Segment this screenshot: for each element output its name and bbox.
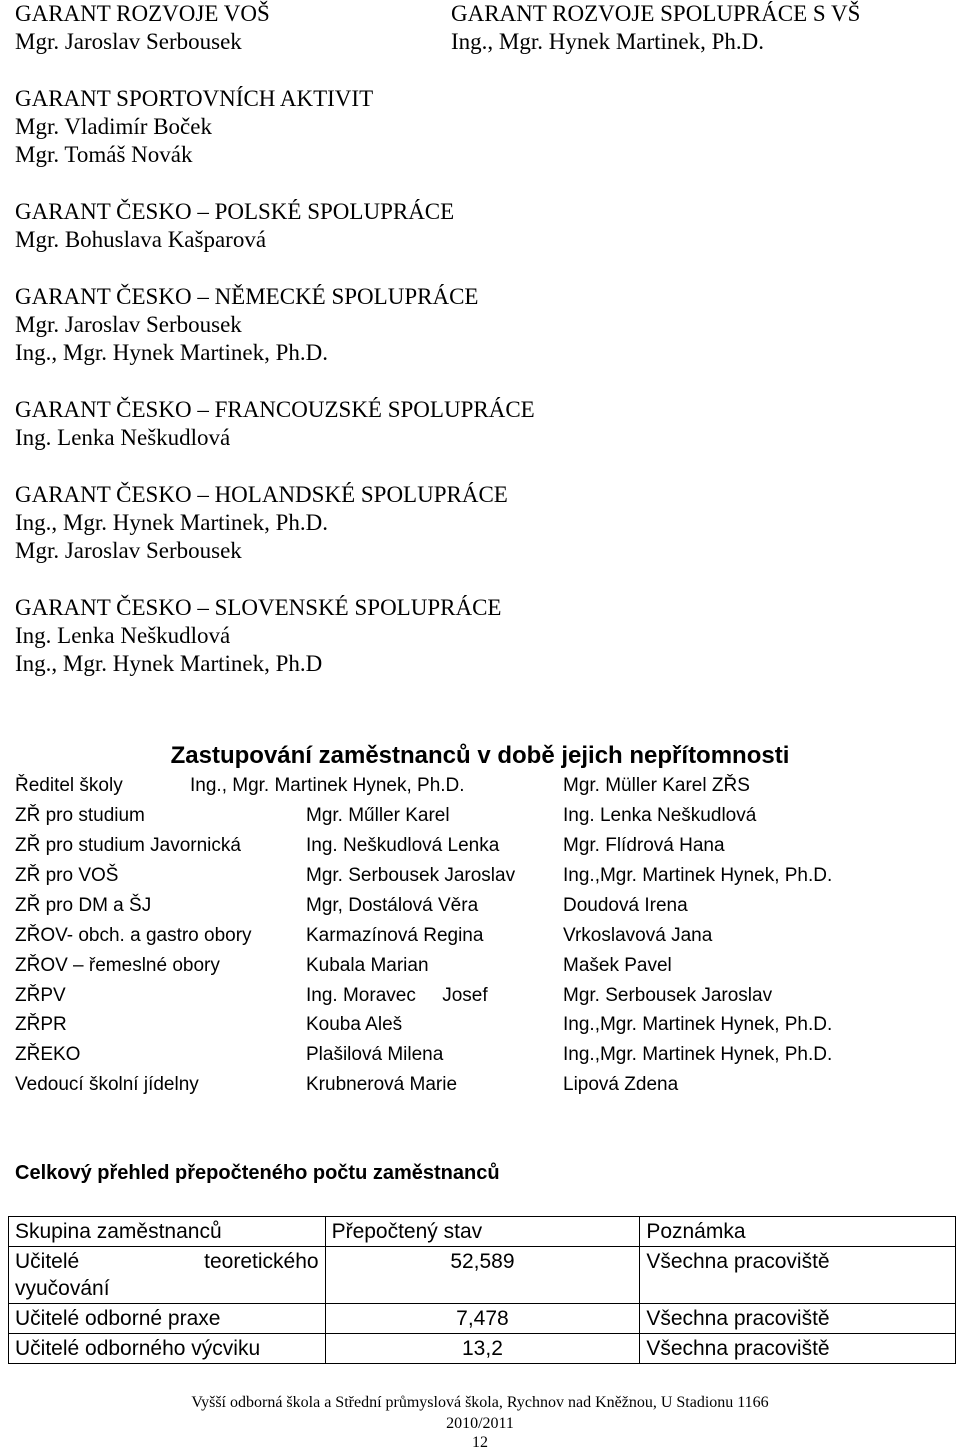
group-cell: Učitelé odborného výcviku	[9, 1334, 326, 1364]
footer-school: Vyšší odborná škola a Střední průmyslová škola, Rychnov nad Kněžnou, U Stadionu 1166	[191, 1394, 769, 1411]
guarantor-title: GARANT ROZVOJE VOŠ	[15, 1, 270, 26]
group-cell-first-line	[15, 1248, 319, 1275]
guarantor-person: Mgr. Bohuslava Kašparová	[15, 227, 267, 252]
guarantor-person: Mgr. Vladimír Boček	[15, 114, 212, 139]
deputy-primary: Ing., Mgr. Martinek Hynek, Ph.D.	[190, 775, 465, 796]
column-header: Přepočtený stav	[325, 1217, 640, 1247]
deputy-secondary: Lipová Zdena	[563, 1074, 679, 1095]
list-item	[0, 891, 960, 921]
substitution-title: Zastupování zaměstnanců v době jejich nepřítomnosti	[170, 742, 790, 769]
deputy-secondary: Doudová Irena	[563, 895, 688, 916]
position-label: Ředitel školy	[15, 775, 123, 796]
deputy-secondary: Ing.,Mgr. Martinek Hynek, Ph.D.	[563, 865, 833, 886]
deputy-secondary: Ing.,Mgr. Martinek Hynek, Ph.D.	[563, 1044, 833, 1065]
guarantor-person: Ing., Mgr. Hynek Martinek, Ph.D	[15, 651, 323, 676]
guarantor-french	[15, 396, 535, 452]
deputy-primary: Karmazínová Regina	[306, 925, 484, 946]
deputy-secondary: Mgr. Serbousek Jaroslav	[563, 985, 773, 1006]
list-item	[0, 951, 960, 981]
deputy-primary: Mgr, Dostálová Věra	[306, 895, 479, 916]
table-header-row	[9, 1217, 956, 1247]
position-label: Vedoucí školní jídelny	[15, 1074, 199, 1095]
guarantor-title: GARANT ROZVOJE SPOLUPRÁCE S VŠ	[451, 1, 861, 26]
value-cell: 52,589	[325, 1247, 640, 1304]
table-row	[9, 1247, 956, 1304]
guarantor-title: GARANT ČESKO – FRANCOUZSKÉ SPOLUPRÁCE	[15, 397, 535, 422]
deputy-secondary: Mgr. Flídrová Hana	[563, 835, 725, 856]
guarantor-sport	[15, 85, 373, 169]
group-word: vyučování	[15, 1277, 110, 1300]
footer-year: 2010/2011	[446, 1415, 514, 1432]
page-number: 12	[472, 1434, 488, 1451]
guarantor-person: Ing. Lenka Neškudlová	[15, 623, 231, 648]
guarantor-dutch	[15, 481, 508, 565]
staff-overview-table	[8, 1216, 956, 1364]
guarantor-title: GARANT SPORTOVNÍCH AKTIVIT	[15, 86, 374, 111]
group-word: teoretického	[204, 1250, 319, 1273]
position-label: ZŘEKO	[15, 1044, 81, 1065]
position-label: ZŘ pro studium	[15, 805, 145, 826]
value-cell: 13,2	[325, 1334, 640, 1364]
list-item	[0, 1070, 960, 1100]
deputy-secondary: Mašek Pavel	[563, 955, 672, 976]
guarantor-person: Ing., Mgr. Hynek Martinek, Ph.D.	[15, 340, 329, 365]
deputy-secondary: Mgr. Müller Karel ZŘS	[563, 775, 750, 796]
guarantor-title: GARANT ČESKO – HOLANDSKÉ SPOLUPRÁCE	[15, 482, 508, 507]
deputy-primary: Mgr. Műller Karel	[306, 805, 450, 826]
guarantor-polish	[15, 198, 454, 254]
guarantor-person: Mgr. Tomáš Novák	[15, 142, 193, 167]
guarantor-slovak	[15, 594, 501, 678]
column-header: Skupina zaměstnanců	[9, 1217, 326, 1247]
list-item	[0, 831, 960, 861]
deputy-primary: Ing. Moravec Josef	[306, 985, 488, 1006]
table-row	[9, 1334, 956, 1364]
guarantor-person: Mgr. Jaroslav Serbousek	[15, 29, 242, 54]
position-label: ZŘOV- obch. a gastro obory	[15, 925, 252, 946]
deputy-secondary: Vrkoslavová Jana	[563, 925, 713, 946]
guarantor-person: Mgr. Jaroslav Serbousek	[15, 538, 242, 563]
column-header: Poznámka	[640, 1217, 956, 1247]
deputy-secondary: Ing. Lenka Neškudlová	[563, 805, 757, 826]
guarantor-title: GARANT ČESKO – POLSKÉ SPOLUPRÁCE	[15, 199, 455, 224]
note-cell: Všechna pracoviště	[640, 1304, 956, 1334]
note-cell: Všechna pracoviště	[640, 1334, 956, 1364]
list-item	[0, 1040, 960, 1070]
position-label: ZŘ pro VOŠ	[15, 865, 119, 886]
deputy-primary: Plašilová Milena	[306, 1044, 444, 1065]
guarantor-person: Ing. Lenka Neškudlová	[15, 425, 231, 450]
list-item	[0, 1010, 960, 1040]
list-item	[0, 861, 960, 891]
guarantor-vs	[451, 0, 860, 56]
group-cell	[9, 1247, 326, 1304]
list-item	[0, 801, 960, 831]
position-label: ZŘ pro DM a ŠJ	[15, 895, 152, 916]
deputy-primary: Kubala Marian	[306, 955, 429, 976]
guarantor-person: Mgr. Jaroslav Serbousek	[15, 312, 242, 337]
list-item	[0, 921, 960, 951]
guarantor-person: Ing., Mgr. Hynek Martinek, Ph.D.	[15, 510, 329, 535]
deputy-secondary: Ing.,Mgr. Martinek Hynek, Ph.D.	[563, 1014, 833, 1035]
guarantor-title: GARANT ČESKO – SLOVENSKÉ SPOLUPRÁCE	[15, 595, 502, 620]
group-word: Učitelé	[15, 1250, 80, 1273]
guarantor-german	[15, 283, 478, 367]
position-label: ZŘOV – řemeslné obory	[15, 955, 220, 976]
note-cell: Všechna pracoviště	[640, 1247, 956, 1304]
list-item	[0, 771, 960, 801]
guarantor-vos	[15, 0, 270, 56]
guarantor-person: Ing., Mgr. Hynek Martinek, Ph.D.	[451, 29, 765, 54]
deputy-primary: Kouba Aleš	[306, 1014, 403, 1035]
table-row	[9, 1304, 956, 1334]
group-cell: Učitelé odborné praxe	[9, 1304, 326, 1334]
deputy-primary: Mgr. Serbousek Jaroslav	[306, 865, 516, 886]
guarantor-title: GARANT ČESKO – NĚMECKÉ SPOLUPRÁCE	[15, 284, 479, 309]
deputy-primary: Ing. Neškudlová Lenka	[306, 835, 500, 856]
overview-title: Celkový přehled přepočteného počtu zaměstnanců	[15, 1162, 500, 1184]
deputy-primary: Krubnerová Marie	[306, 1074, 458, 1095]
position-label: ZŘPR	[15, 1014, 67, 1035]
position-label: ZŘPV	[15, 985, 66, 1006]
list-item	[0, 981, 960, 1011]
value-cell: 7,478	[325, 1304, 640, 1334]
position-label: ZŘ pro studium Javornická	[15, 835, 241, 856]
